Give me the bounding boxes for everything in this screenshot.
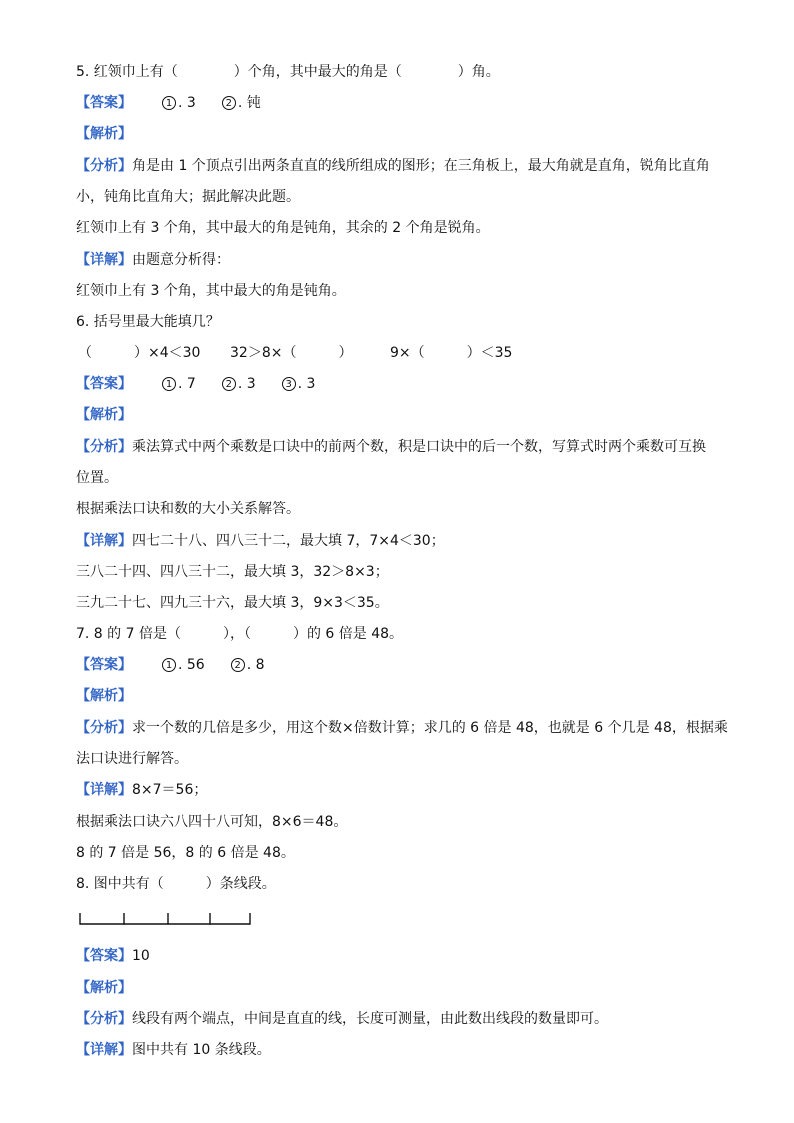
answer-value: . 钝 bbox=[237, 95, 261, 111]
jiexi-tag: 【解析】 bbox=[76, 688, 132, 704]
answer-value: . 56 bbox=[178, 657, 205, 673]
detail-text: 三九二十七、四九三十六，最大填 3，9×3＜35。 bbox=[76, 595, 389, 611]
detail-text: 四七二十八、四八三十二，最大填 7，7×4＜30； bbox=[132, 533, 445, 549]
answer-value: . 8 bbox=[246, 657, 265, 673]
expression-3: 9×（ ）＜35 bbox=[390, 345, 513, 361]
detail-text: 根据乘法口诀六八四十八可知，8×6＝48。 bbox=[76, 814, 348, 830]
analysis-text: 小，钝角比直角大；据此解决此题。 bbox=[76, 189, 300, 205]
q7-detail bbox=[76, 780, 207, 800]
analysis-text: 线段有两个端点，中间是直直的线，长度可测量，由此数出线段的数量即可。 bbox=[132, 1011, 608, 1027]
analysis-text: 法口诀进行解答。 bbox=[76, 751, 188, 767]
q5-answer bbox=[76, 93, 261, 113]
jiexi-tag: 【解析】 bbox=[76, 980, 132, 996]
circled-number-2: 2 bbox=[231, 658, 245, 672]
answer-value: . 3 bbox=[178, 95, 196, 111]
answer-tag: 【答案】 bbox=[76, 948, 132, 964]
q5-analysis bbox=[76, 156, 710, 176]
jiexi-tag: 【解析】 bbox=[76, 126, 132, 142]
q6-analysis bbox=[76, 437, 706, 457]
answer-tag: 【答案】 bbox=[76, 376, 132, 392]
answer-tag: 【答案】 bbox=[76, 657, 132, 673]
q6-question: 6. 括号里最大能填几？ bbox=[76, 314, 220, 330]
detail-text: 由题意分析得： bbox=[132, 252, 230, 268]
analysis-text: 根据乘法口诀和数的大小关系解答。 bbox=[76, 501, 300, 517]
circled-number-2: 2 bbox=[222, 377, 236, 391]
q7-answer bbox=[76, 655, 265, 675]
q8-question: 8. 图中共有（ ）条线段。 bbox=[76, 876, 276, 892]
circled-number-1: 1 bbox=[162, 96, 176, 110]
q6-detail bbox=[76, 531, 445, 551]
q5-detail bbox=[76, 250, 230, 270]
detail-text: 红领巾上有 3 个角，其中最大的角是钝角。 bbox=[76, 283, 346, 299]
answer-value: . 3 bbox=[237, 376, 256, 392]
jiexi-tag: 【解析】 bbox=[76, 407, 132, 423]
detail-text: 8×7＝56； bbox=[132, 782, 208, 798]
detail-tag: 【详解】 bbox=[76, 252, 132, 268]
q7-question: 7. 8 的 7 倍是（ ），（ ）的 6 倍是 48。 bbox=[76, 626, 404, 642]
circled-number-1: 1 bbox=[162, 658, 176, 672]
circled-number-2: 2 bbox=[222, 96, 236, 110]
answer-tag: 【答案】 bbox=[76, 95, 132, 111]
analysis-text: 乘法算式中两个乘数是口诀中的前两个数，积是口诀中的后一个数，写算式时两个乘数可互换 bbox=[132, 439, 706, 455]
q8-analysis bbox=[76, 1009, 608, 1029]
circled-number-1: 1 bbox=[162, 377, 176, 391]
detail-tag: 【详解】 bbox=[76, 782, 132, 798]
analysis-text: 求一个数的几倍是多少，用这个数×倍数计算；求几的 6 倍是 48，也就是 6 个几是 48，根据乘 bbox=[132, 720, 728, 736]
detail-text: 8 的 7 倍是 56，8 的 6 倍是 48。 bbox=[76, 845, 295, 861]
answer-value: 10 bbox=[132, 948, 150, 964]
analysis-text: 位置。 bbox=[76, 470, 118, 486]
detail-text: 三八二十四、四八三十二，最大填 3，32＞8×3； bbox=[76, 564, 389, 580]
analysis-tag: 【分析】 bbox=[76, 158, 132, 174]
circled-number-3: 3 bbox=[282, 377, 296, 391]
analysis-text: 红领巾上有 3 个角，其中最大的角是钝角，其余的 2 个角是锐角。 bbox=[76, 220, 490, 236]
q5-question: 5. 红领巾上有（ ）个角，其中最大的角是（ ）角。 bbox=[76, 64, 500, 80]
q7-analysis bbox=[76, 718, 728, 738]
expression-1: （ ）×4＜30 bbox=[78, 345, 201, 361]
q6-expressions bbox=[78, 343, 512, 363]
line-segment-figure bbox=[78, 910, 254, 928]
analysis-tag: 【分析】 bbox=[76, 1011, 132, 1027]
analysis-tag: 【分析】 bbox=[76, 720, 132, 736]
q8-answer bbox=[76, 946, 150, 966]
analysis-tag: 【分析】 bbox=[76, 439, 132, 455]
detail-tag: 【详解】 bbox=[76, 533, 132, 549]
answer-value: . 3 bbox=[297, 376, 316, 392]
analysis-text: 角是由 1 个顶点引出两条直直的线所组成的图形；在三角板上，最大角就是直角，锐角比直角 bbox=[132, 158, 710, 174]
detail-tag: 【详解】 bbox=[76, 1042, 132, 1058]
detail-text: 图中共有 10 条线段。 bbox=[132, 1042, 271, 1058]
answer-value: . 7 bbox=[178, 376, 196, 392]
q6-answer bbox=[76, 374, 315, 394]
expression-2: 32＞8×（ ） bbox=[230, 345, 353, 361]
q8-detail bbox=[76, 1040, 271, 1060]
